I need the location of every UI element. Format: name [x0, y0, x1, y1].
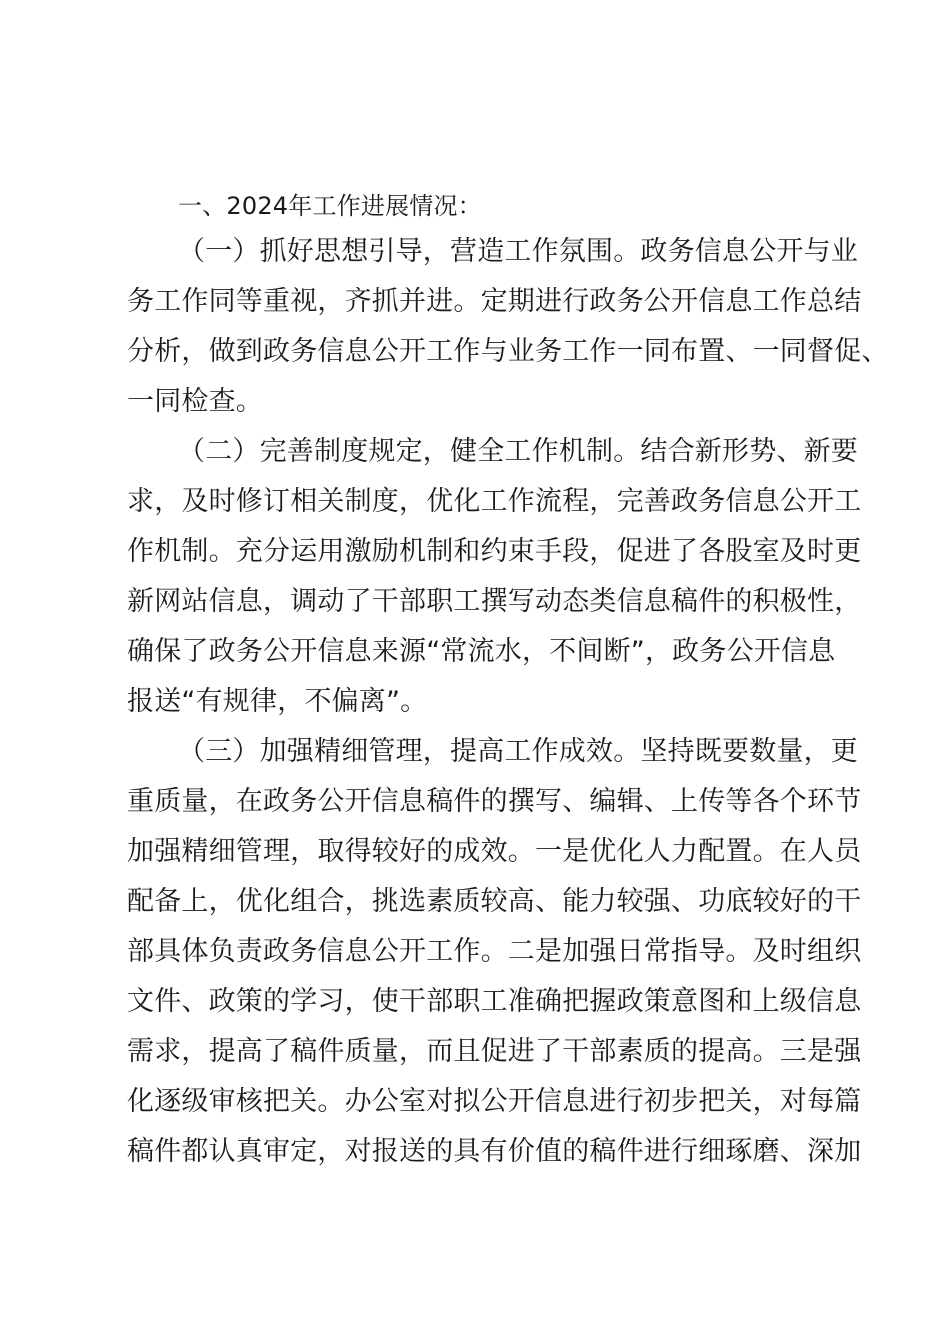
paragraph-3-line-5: 部具体负责政务信息公开工作。二是加强日常指导。及时组织 [127, 936, 862, 967]
paragraph-3-line-3: 加强精细管理，取得较好的成效。一是优化人力配置。在人员 [127, 836, 862, 867]
paragraph-1-line-2: 务工作同等重视，齐抓并进。定期进行政务公开信息工作总结 [127, 286, 862, 317]
paragraph-2-line-5: 确保了政务公开信息来源“常流水，不间断”，政务公开信息 [127, 636, 836, 667]
paragraph-1-line-1: （一）抓好思想引导，营造工作氛围。政务信息公开与业 [178, 236, 858, 267]
paragraph-3-line-7: 需求，提高了稿件质量，而且促进了干部素质的提高。三是强 [127, 1036, 862, 1067]
paragraph-3-line-2: 重质量，在政务公开信息稿件的撰写、编辑、上传等各个环节 [127, 786, 862, 817]
paragraph-3-line-1: （三）加强精细管理，提高工作成效。坚持既要数量，更 [178, 736, 858, 767]
paragraph-3-line-4: 配备上，优化组合，挑选素质较高、能力较强、功底较好的干 [127, 886, 862, 917]
paragraph-3-line-9: 稿件都认真审定，对报送的具有价值的稿件进行细琢磨、深加 [127, 1136, 862, 1167]
paragraph-3-line-8: 化逐级审核把关。办公室对拟公开信息进行初步把关，对每篇 [127, 1086, 862, 1117]
paragraph-1-line-4: 一同检查。 [127, 386, 263, 417]
paragraph-2-line-4: 新网站信息，调动了干部职工撰写动态类信息稿件的积极性， [127, 586, 862, 617]
section-heading: 一、2024年工作进展情况： [178, 192, 482, 220]
paragraph-3-line-6: 文件、政策的学习，使干部职工准确把握政策意图和上级信息 [127, 986, 862, 1017]
paragraph-2-line-1: （二）完善制度规定，健全工作机制。结合新形势、新要 [178, 436, 858, 467]
paragraph-2-line-6: 报送“有规律，不偏离”。 [127, 686, 428, 717]
paragraph-1-line-3: 分析，做到政务信息公开工作与业务工作一同布置、一同督促、 [127, 336, 889, 367]
paragraph-2-line-2: 求，及时修订相关制度，优化工作流程，完善政务信息公开工 [127, 486, 862, 517]
paragraph-2-line-3: 作机制。充分运用激励机制和约束手段，促进了各股室及时更 [127, 536, 862, 567]
